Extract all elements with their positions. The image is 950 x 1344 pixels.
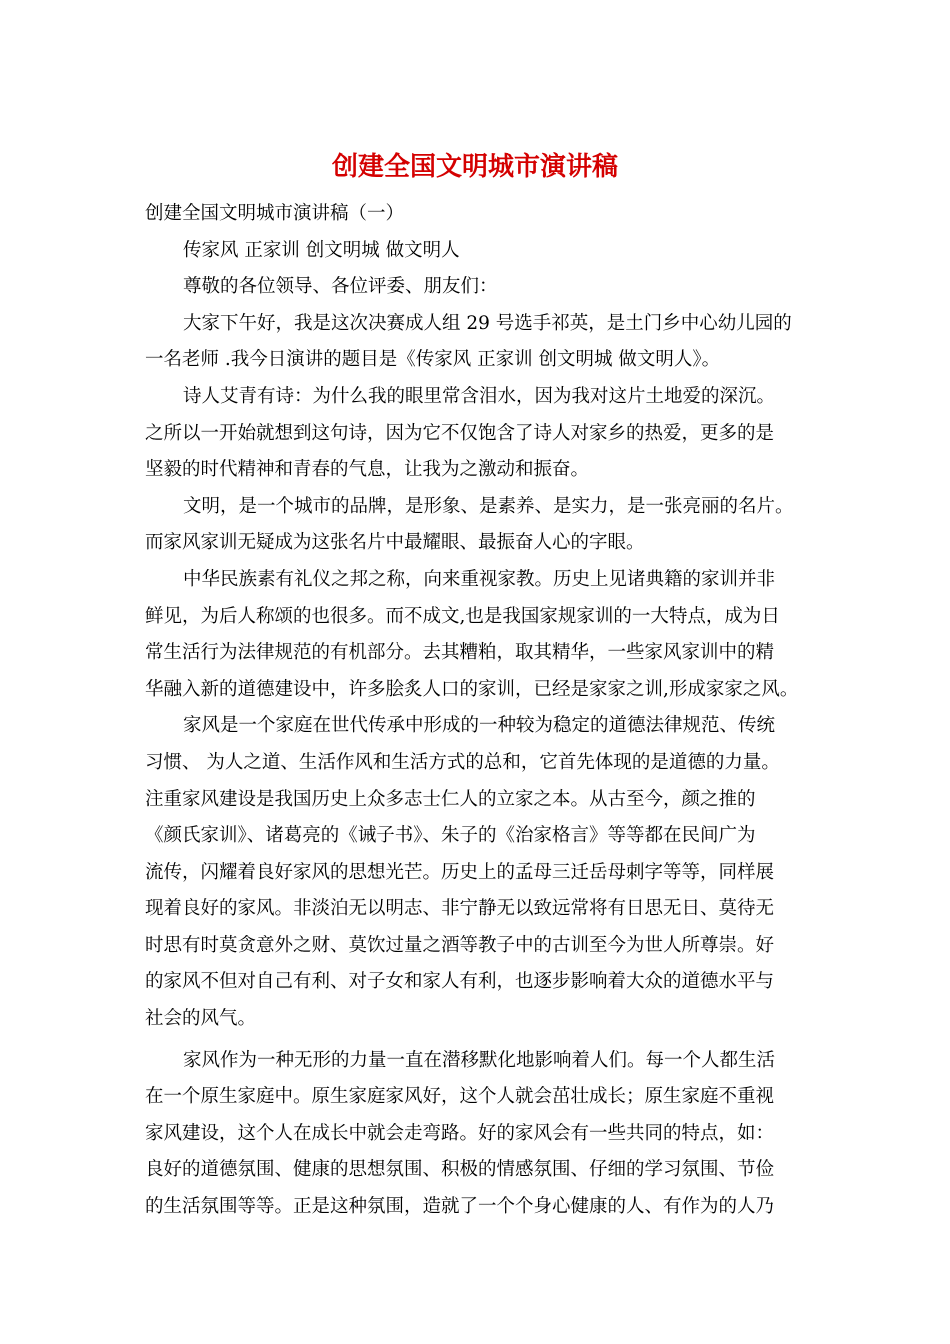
paragraph-line: 鲜见，为后人称颂的也很多。而不成文,也是我国家规家训的一大特点，成为日 xyxy=(145,605,780,627)
paragraph xyxy=(145,562,825,708)
paragraph-line: 《颜氏家训》、诸葛亮的《诫子书》、朱子的《治家格言》等等都在民间广为 xyxy=(145,825,756,847)
paragraph xyxy=(145,489,825,562)
paragraph-line: 华融入新的道德建设中，许多脍炙人口的家训，已经是家家之训,形成家家之风。 xyxy=(145,678,799,700)
paragraph-line: 家风是一个家庭在世代传承中形成的一种较为稳定的道德法律规范、传统 xyxy=(183,715,776,737)
paragraph-line: 诗人艾青有诗：为什么我的眼里常含泪水，因为我对这片土地爱的深沉。 xyxy=(183,385,776,407)
document-body xyxy=(145,196,825,1226)
paragraph-line: 的家风不但对自己有利、对子女和家人有利，也逐步影响着大众的道德水平与 xyxy=(145,971,775,993)
paragraph-line: 大家下午好，我是这次决赛成人组 29 号选手祁英，是土门乡中心幼儿园的 xyxy=(183,312,792,334)
paragraph-line: 良好的道德氛围、健康的思想氛围、积极的情感氛围、仔细的学习氛围、节俭 xyxy=(145,1159,775,1181)
paragraph xyxy=(145,708,825,1037)
paragraph-line: 常生活行为法律规范的有机部分。去其糟粕，取其精华，一些家风家训中的精 xyxy=(145,642,775,664)
paragraph-line: 家风建设，这个人在成长中就会走弯路。好的家风会有一些共同的特点，如： xyxy=(145,1122,775,1144)
paragraph-line: 传家风 正家训 创文明城 做文明人 xyxy=(183,239,460,261)
paragraph-line: 文明，是一个城市的品牌，是形象、是素养、是实力，是一张亮丽的名片。 xyxy=(183,495,794,517)
paragraph-line: 在一个原生家庭中。原生家庭家风好，这个人就会茁壮成长；原生家庭不重视 xyxy=(145,1086,775,1108)
document-title: 创建全国文明城市演讲稿 xyxy=(331,152,618,182)
paragraph-line: 中华民族素有礼仪之邦之称，向来重视家教。历史上见诸典籍的家训并非 xyxy=(183,568,776,590)
paragraph-line: 流传，闪耀着良好家风的思想光芒。历史上的孟母三迁岳母刺字等等，同样展 xyxy=(145,861,775,883)
paragraph-line: 坚毅的时代精神和青春的气息，让我为之激动和振奋。 xyxy=(145,459,590,481)
paragraph-line: 的生活氛围等等。正是这种氛围，造就了一个个身心健康的人、有作为的人乃 xyxy=(145,1196,775,1218)
paragraph-line: 社会的风气。 xyxy=(145,1008,257,1030)
paragraph-line: 尊敬的各位领导、各位评委、朋友们： xyxy=(183,276,498,298)
paragraph-line: 注重家风建设是我国历史上众多志士仁人的立家之本。从古至今，颜之推的 xyxy=(145,788,756,810)
paragraph-line: 习惯、 为人之道、生活作风和生活方式的总和，它首先体现的是道德的力量。 xyxy=(145,751,780,773)
paragraph-line: 一名老师 .我今日演讲的题目是《传家风 正家训 创文明城 做文明人》。 xyxy=(145,349,721,371)
document-subtitle: 创建全国文明城市演讲稿（一） xyxy=(145,203,405,224)
paragraph-line: 家风作为一种无形的力量一直在潜移默化地影响着人们。每一个人都生活 xyxy=(183,1049,776,1071)
paragraph xyxy=(145,1043,825,1226)
paragraph xyxy=(145,306,825,379)
paragraph-line: 现着良好的家风。非淡泊无以明志、非宁静无以致远常将有日思无日、莫待无 xyxy=(145,898,775,920)
paragraph xyxy=(145,379,825,489)
paragraph xyxy=(145,269,825,306)
paragraph-line: 之所以一开始就想到这句诗，因为它不仅饱含了诗人对家乡的热爱，更多的是 xyxy=(145,422,775,444)
paragraph-line: 而家风家训无疑成为这张名片中最耀眼、最振奋人心的字眼。 xyxy=(145,532,645,554)
paragraph xyxy=(145,233,825,270)
paragraph-line: 时思有时莫贪意外之财、莫饮过量之酒等教子中的古训至今为世人所尊崇。好 xyxy=(145,934,775,956)
